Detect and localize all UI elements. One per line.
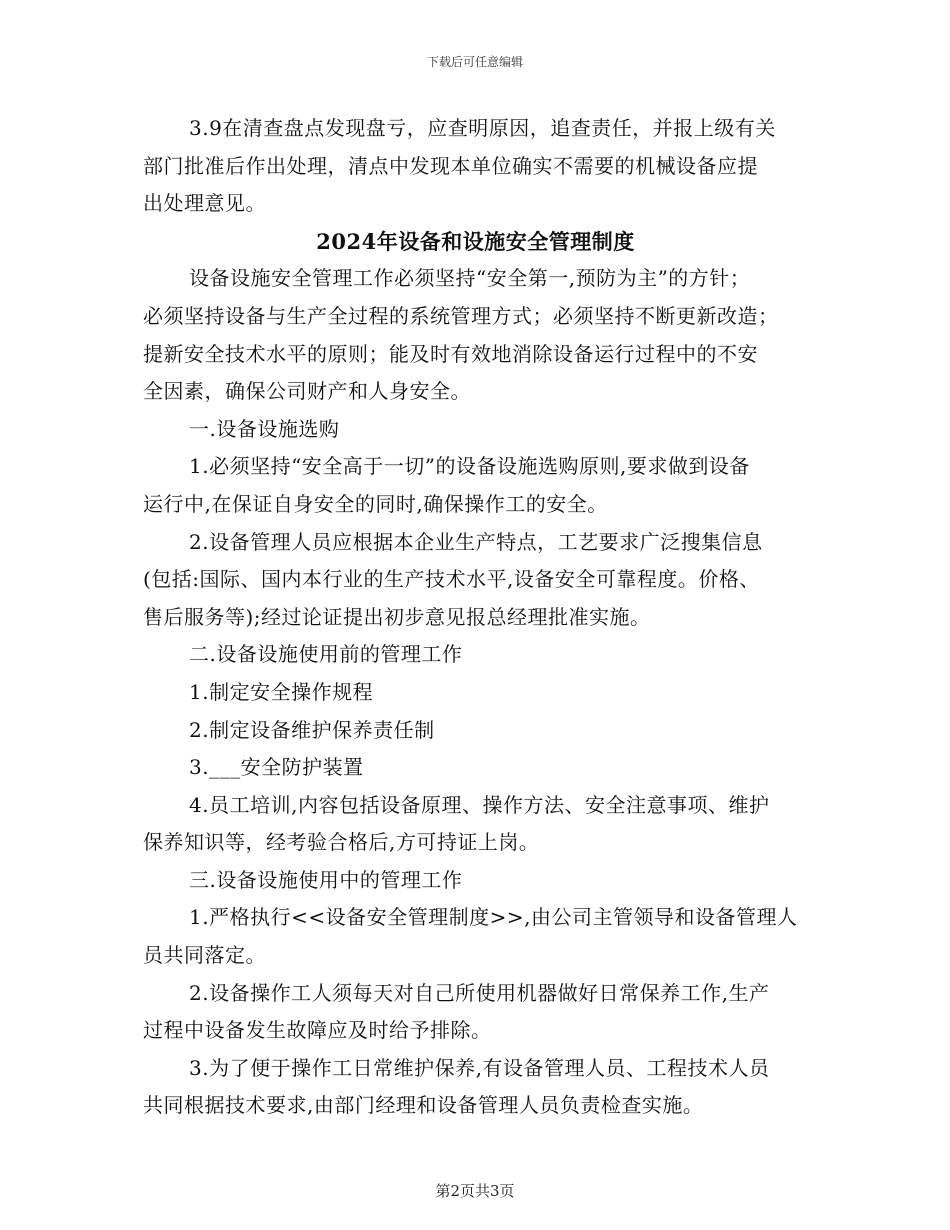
text-line: 运行中,在保证自身安全的同时,确保操作工的安全。	[143, 491, 608, 516]
text-line: 2.设备管理人员应根据本企业生产特点，工艺要求广泛搜集信息	[189, 529, 763, 554]
text-line: 1.制定安全操作规程	[189, 679, 374, 704]
text-line: 一.设备设施选购	[189, 416, 340, 441]
text-line: 二.设备设施使用前的管理工作	[189, 642, 463, 667]
text-line: 3.___安全防护装置	[189, 755, 364, 780]
text-line: 3.9在清查盘点发现盘亏，应查明原因，追查责任，并报上级有关	[189, 116, 776, 140]
text-line: 3.为了便于操作工日常维护保养,有设备管理人员、工程技术人员	[189, 1055, 770, 1080]
text-line: 三.设备设施使用中的管理工作	[189, 867, 463, 892]
page-header: 下载后可任意编辑	[426, 55, 523, 69]
document-body	[143, 110, 808, 1125]
text-line: 1.必须坚持“安全高于一切”的设备设施选购原则,要求做到设备	[189, 454, 750, 479]
text-line: 提新安全技术水平的原则；能及时有效地消除设备运行过程中的不安	[143, 341, 758, 366]
section-title: 2024年设备和设施安全管理制度	[316, 228, 635, 254]
text-line: 4.员工培训,内容包括设备原理、操作方法、安全注意事项、维护	[189, 792, 770, 817]
text-line: 过程中设备发生故障应及时给予排除。	[143, 1018, 492, 1043]
text-line: 2.制定设备维护保养责任制	[189, 717, 435, 742]
text-line: 员共同落定。	[143, 943, 266, 968]
text-line: 全因素，确保公司财产和人身安全。	[143, 379, 471, 404]
text-line: 保养知识等，经考验合格后,方可持证上岗。	[143, 830, 540, 855]
text-line: 出处理意见。	[143, 191, 266, 216]
text-line: 设备设施安全管理工作必须坚持“安全第一,预防为主”的方针；	[189, 266, 751, 291]
text-line: 部门批准后作出处理，清点中发现本单位确实不需要的机械设备应提	[143, 153, 758, 178]
page-footer: 第2页共3页	[435, 1182, 515, 1200]
text-line: 必须坚持设备与生产全过程的系统管理方式；必须坚持不断更新改造；	[143, 303, 779, 328]
text-line: 2.设备操作工人须每天对自己所使用机器做好日常保养工作,生产	[189, 980, 770, 1005]
text-line: 1.严格执行<<设备安全管理制度>>,由公司主管领导和设备管理人	[189, 905, 798, 930]
text-line: 售后服务等);经过论证提出初步意见报总经理批准实施。	[143, 604, 651, 629]
text-line: (包括:国际、国内本行业的生产技术水平,设备安全可靠程度。价格、	[143, 567, 760, 592]
text-line: 共同根据技术要求,由部门经理和设备管理人员负责检查实施。	[143, 1093, 704, 1118]
